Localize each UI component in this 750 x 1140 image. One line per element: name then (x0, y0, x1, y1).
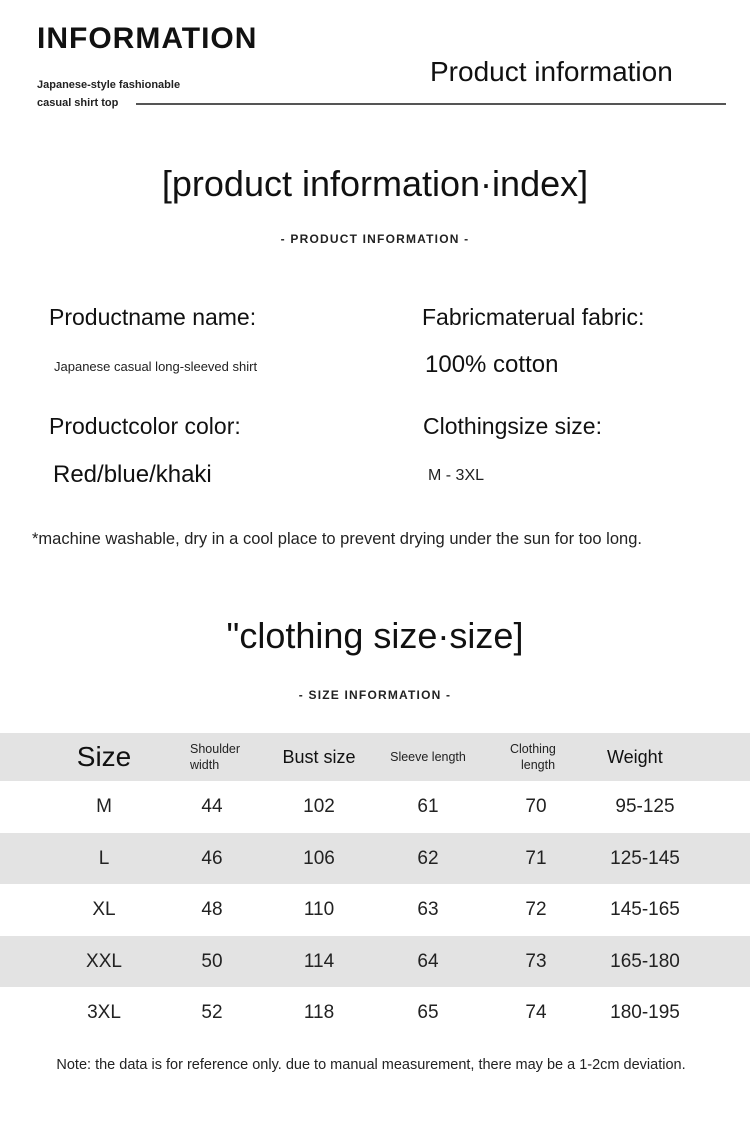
cell-weight: 95-125 (615, 796, 675, 817)
cell-size: 3XL (87, 1002, 121, 1023)
col-header-clothing-line2: length (521, 758, 556, 772)
cell-shoulder: 50 (201, 950, 223, 972)
fabric-value: 100% cotton (425, 351, 559, 378)
cell-clothing-length: 72 (525, 899, 547, 920)
cell-weight: 180-195 (610, 1002, 680, 1023)
col-header-shoulder-line1: Shoulder (190, 742, 241, 756)
cell-weight: 125-145 (610, 847, 680, 869)
size-section-title: "clothing size·size] (226, 615, 524, 656)
cell-bust: 114 (303, 950, 335, 972)
cell-sleeve: 61 (417, 796, 439, 817)
size-table-header (0, 733, 750, 781)
cell-shoulder: 48 (201, 899, 223, 920)
cell-sleeve: 65 (417, 1002, 439, 1023)
col-header-sleeve: Sleeve length (390, 750, 466, 764)
cell-bust: 110 (303, 899, 335, 920)
cell-bust: 102 (303, 796, 335, 817)
cell-sleeve: 64 (417, 950, 439, 972)
cell-clothing-length: 70 (525, 796, 547, 817)
col-header-bust: Bust size (282, 747, 356, 767)
cell-sleeve: 63 (417, 899, 439, 920)
cell-bust: 118 (303, 1002, 335, 1023)
col-header-clothing-length (490, 733, 582, 781)
cell-shoulder: 52 (201, 1002, 223, 1023)
cell-size: L (98, 847, 110, 869)
cell-shoulder: 44 (201, 796, 223, 817)
header-divider (136, 103, 726, 105)
clothing-size-label: Clothingsize size: (423, 413, 602, 439)
cell-weight: 145-165 (610, 899, 680, 920)
cell-clothing-length: 73 (525, 950, 547, 972)
care-note: *machine washable, dry in a cool place to prevent drying under the sun for too long. (32, 530, 642, 548)
cell-weight: 165-180 (610, 950, 680, 972)
size-table-row (0, 833, 750, 884)
tagline-line-2: casual shirt top (37, 97, 119, 109)
clothing-size-value: M - 3XL (428, 467, 485, 484)
header-title: Product information (430, 56, 673, 87)
size-table (0, 733, 750, 1039)
product-color-value: Red/blue/khaki (53, 461, 212, 488)
cell-bust: 106 (303, 847, 335, 869)
product-section-subtitle: - PRODUCT INFORMATION - (280, 232, 470, 246)
tagline-line-1: Japanese-style fashionable (37, 79, 181, 91)
cell-size: XL (92, 899, 116, 920)
product-name-label: Productname name: (49, 304, 257, 330)
product-color-label: Productcolor color: (49, 413, 241, 439)
col-header-clothing-line1: Clothing (510, 742, 556, 756)
cell-size: M (96, 796, 112, 817)
product-name-value: Japanese casual long-sleeved shirt (54, 359, 258, 374)
cell-size: XXL (86, 950, 122, 972)
cell-clothing-length: 74 (525, 1002, 547, 1023)
size-section-subtitle: - SIZE INFORMATION - (298, 688, 452, 702)
product-section-title: [product information·index] (161, 163, 589, 204)
size-table-row (0, 987, 750, 1039)
size-table-row (0, 781, 750, 833)
brand-tagline (37, 76, 207, 112)
col-header-weight: Weight (607, 747, 663, 767)
col-header-size: Size (76, 741, 132, 772)
cell-sleeve: 62 (417, 847, 439, 869)
cell-clothing-length: 71 (525, 847, 547, 869)
measurement-note: Note: the data is for reference only. due to manual measurement, there may be a 1-2cm deviation. (56, 1057, 686, 1073)
size-table-row (0, 884, 750, 936)
size-table-row (0, 936, 750, 987)
cell-shoulder: 46 (201, 847, 223, 869)
fabric-label: Fabricmaterual fabric: (422, 304, 645, 330)
col-header-shoulder (170, 733, 254, 781)
brand-title: INFORMATION (37, 22, 258, 55)
col-header-shoulder-line2: width (190, 758, 220, 772)
